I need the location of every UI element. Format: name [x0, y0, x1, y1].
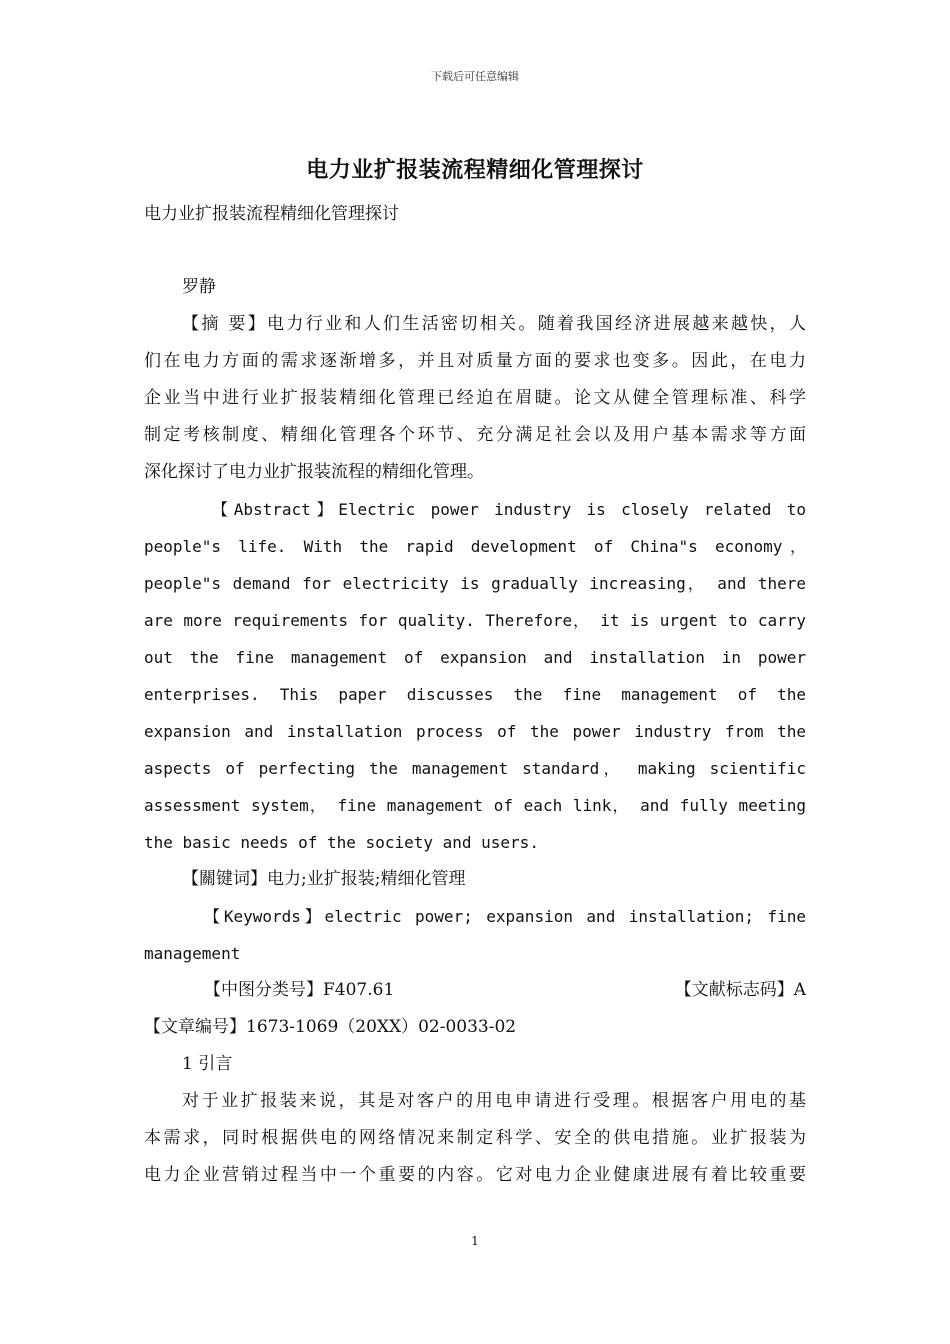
- header-note: 下载后可任意编辑: [431, 70, 519, 83]
- abstract-en-line: are more requirements for quality. Therefore， it is urgent to carry: [144, 611, 806, 630]
- intro-line: 电力企业营销过程当中一个重要的内容。它对电力企业健康进展有着比较重要: [144, 1165, 806, 1185]
- abstract-en: [144, 491, 806, 861]
- abstract-en-line: 【Abstract】Electric power industry is closely related to: [212, 500, 806, 519]
- abstract-cn-line: 企业当中进行业扩报装精细化管理已经迫在眉睫。论文从健全管理标准、科学: [144, 388, 806, 408]
- abstract-en-line: the basic needs of the society and users.: [144, 833, 539, 852]
- classification-row: [144, 972, 806, 1009]
- subtitle: 电力业扩报装流程精细化管理探讨: [144, 204, 399, 224]
- intro-paragraph: [144, 1083, 806, 1194]
- document-body: [144, 196, 806, 1194]
- page-number: 1: [471, 1234, 479, 1248]
- abstract-en-line: assessment system， fine management of each link， and fully meeting: [144, 796, 806, 815]
- article-number: 【文章编号】1673-1069（20XX）02-0033-02: [144, 1017, 517, 1037]
- clc-number: 【中图分类号】F407.61: [204, 980, 395, 1000]
- abstract-cn-line: 深化探讨了电力业扩报装流程的精细化管理。: [144, 462, 484, 482]
- section-heading: 1 引言: [182, 1054, 233, 1074]
- abstract-en-line: expansion and installation process of the power industry from the: [144, 722, 806, 741]
- abstract-cn: [144, 306, 806, 491]
- abstract-cn-line: 制定考核制度、精细化管理各个环节、充分满足社会以及用户基本需求等方面: [144, 425, 806, 445]
- document-title: 电力业扩报装流程精细化管理探讨: [306, 157, 644, 183]
- abstract-en-line: aspects of perfecting the management standard， making scientific: [144, 759, 806, 778]
- keywords-en-line: management: [144, 944, 241, 963]
- author: 罗静: [182, 277, 216, 297]
- abstract-en-line: people"s life. With the rapid development of China"s economy，: [144, 537, 806, 556]
- abstract-cn-line: 们在电力方面的需求逐渐增多，并且对质量方面的要求也变多。因此，在电力: [144, 351, 806, 371]
- abstract-en-line: out the fine management of expansion and installation in power: [144, 648, 806, 667]
- keywords-en-line: 【Keywords】electric power; expansion and installation; fine: [204, 907, 806, 926]
- abstract-cn-line: 【摘 要】电力行业和人们生活密切相关。随着我国经济进展越来越快，人: [182, 314, 806, 334]
- keywords-en: [144, 898, 806, 972]
- blank-line: [144, 233, 806, 269]
- document-code: 【文献标志码】A: [674, 980, 806, 1000]
- keywords-cn: 【關键词】电力;业扩报装;精细化管理: [182, 869, 466, 889]
- intro-line: 本需求，同时根据供电的网络情况来制定科学、安全的供电措施。业扩报装为: [144, 1128, 806, 1148]
- abstract-en-line: enterprises. This paper discusses the fine management of the: [144, 685, 806, 704]
- intro-line: 对于业扩报装来说，其是对客户的用电申请进行受理。根据客户用电的基: [182, 1091, 806, 1111]
- abstract-en-line: people"s demand for electricity is gradually increasing， and there: [144, 574, 806, 593]
